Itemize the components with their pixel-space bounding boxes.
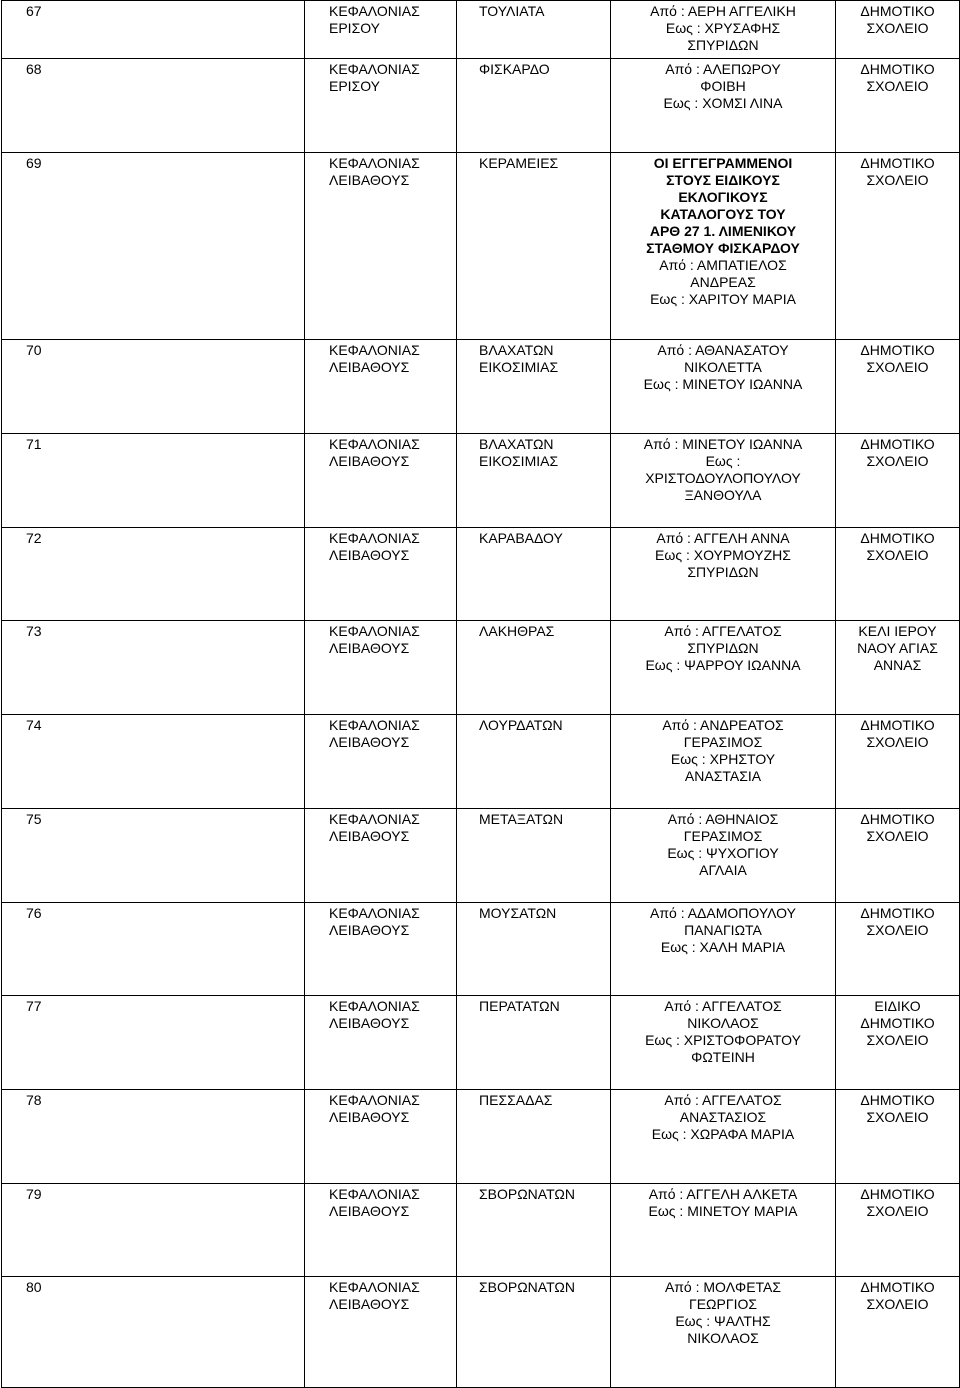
voter-range: Από : ΑΓΓΕΛΗ ΑΝΝΑ Εως : ΧΟΥΡΜΟΥΖΗΣ ΣΠΥΡΙΔΩΝ: [655, 530, 791, 580]
locality-cell: ΚΕΡΑΜΕΙΕΣ: [457, 153, 611, 340]
row-number: 71: [2, 434, 305, 528]
locality-cell: ΒΛΑΧΑΤΩΝ ΕΙΚΟΣΙΜΙΑΣ: [457, 434, 611, 528]
table-row: [2, 903, 960, 996]
voter-range: Από : ΑΜΠΑΤΙΕΛΟΣ ΑΝΔΡΕΑΣ Εως : ΧΑΡΙΤΟΥ ΜΑΡΙΑ: [650, 257, 796, 307]
voter-range-cell: [611, 903, 836, 996]
locality-cell: ΛΟΥΡΔΑΤΩΝ: [457, 715, 611, 809]
polling-place-cell: ΔΗΜΟΤΙΚΟ ΣΧΟΛΕΙΟ: [836, 809, 960, 903]
voter-range-cell: [611, 996, 836, 1090]
municipality-cell: ΚΕΦΑΛΟΝΙΑΣ ΛΕΙΒΑΘΟΥΣ: [305, 153, 457, 340]
table-row: [2, 1184, 960, 1277]
table-row: [2, 996, 960, 1090]
locality-cell: ΤΟΥΛΙΑΤΑ: [457, 1, 611, 59]
municipality-cell: ΚΕΦΑΛΟΝΙΑΣ ΛΕΙΒΑΘΟΥΣ: [305, 715, 457, 809]
locality-cell: ΦΙΣΚΑΡΔΟ: [457, 59, 611, 153]
municipality-cell: ΚΕΦΑΛΟΝΙΑΣ ΛΕΙΒΑΘΟΥΣ: [305, 434, 457, 528]
polling-place-cell: ΔΗΜΟΤΙΚΟ ΣΧΟΛΕΙΟ: [836, 1184, 960, 1277]
voter-range-cell: [611, 528, 836, 621]
row-number: 77: [2, 996, 305, 1090]
voter-range: Από : ΜΙΝΕΤΟΥ ΙΩΑΝΝΑ Εως : ΧΡΙΣΤΟΔΟΥΛΟΠΟΥΛΟΥ ΞΑΝΘΟΥΛΑ: [643, 436, 803, 503]
voter-range: Από : ΜΟΛΦΕΤΑΣ ΓΕΩΡΓΙΟΣ Εως : ΨΑΛΤΗΣ ΝΙΚΟΛΑΟΣ: [664, 1279, 782, 1346]
polling-place-cell: ΔΗΜΟΤΙΚΟ ΣΧΟΛΕΙΟ: [836, 59, 960, 153]
voter-range-cell: [611, 153, 836, 340]
row-number: 75: [2, 809, 305, 903]
locality-cell: ΚΑΡΑΒΑΔΟΥ: [457, 528, 611, 621]
voter-range-cell: [611, 59, 836, 153]
voter-range: Από : ΑΓΓΕΛΑΤΟΣ ΝΙΚΟΛΑΟΣ Εως : ΧΡΙΣΤΟΦΟΡΑΤΟΥ ΦΩΤΕΙΝΗ: [645, 998, 801, 1065]
voter-range: Από : ΑΓΓΕΛΗ ΑΛΚΕΤΑ Εως : ΜΙΝΕΤΟΥ ΜΑΡΙΑ: [648, 1186, 798, 1219]
voter-range: Από : ΑΓΓΕΛΑΤΟΣ ΣΠΥΡΙΔΩΝ Εως : ΨΑΡΡΟΥ ΙΩΑΝΝΑ: [645, 623, 801, 673]
row-number: 69: [2, 153, 305, 340]
municipality-cell: ΚΕΦΑΛΟΝΙΑΣ ΕΡΙΣΟΥ: [305, 1, 457, 59]
row-number: 79: [2, 1184, 305, 1277]
table-row: [2, 809, 960, 903]
polling-place-cell: ΔΗΜΟΤΙΚΟ ΣΧΟΛΕΙΟ: [836, 1277, 960, 1388]
municipality-cell: ΚΕΦΑΛΟΝΙΑΣ ΛΕΙΒΑΘΟΥΣ: [305, 621, 457, 715]
municipality-cell: ΚΕΦΑΛΟΝΙΑΣ ΛΕΙΒΑΘΟΥΣ: [305, 1090, 457, 1184]
voter-range-cell: [611, 434, 836, 528]
polling-place-cell: ΔΗΜΟΤΙΚΟ ΣΧΟΛΕΙΟ: [836, 1090, 960, 1184]
locality-cell: ΣΒΟΡΩΝΑΤΩΝ: [457, 1277, 611, 1388]
voter-range-cell: [611, 621, 836, 715]
voter-range: Από : ΑΔΑΜΟΠΟΥΛΟΥ ΠΑΝΑΓΙΩΤΑ Εως : ΧΑΛΗ ΜΑΡΙΑ: [650, 905, 796, 955]
voter-range-cell: [611, 1090, 836, 1184]
polling-place-cell: ΔΗΜΟΤΙΚΟ ΣΧΟΛΕΙΟ: [836, 1, 960, 59]
locality-cell: ΒΛΑΧΑΤΩΝ ΕΙΚΟΣΙΜΙΑΣ: [457, 340, 611, 434]
voter-range: Από : ΑΘΑΝΑΣΑΤΟΥ ΝΙΚΟΛΕΤΤΑ Εως : ΜΙΝΕΤΟΥ ΙΩΑΝΝΑ: [643, 342, 803, 392]
locality-cell: ΜΟΥΣΑΤΩΝ: [457, 903, 611, 996]
municipality-cell: ΚΕΦΑΛΟΝΙΑΣ ΛΕΙΒΑΘΟΥΣ: [305, 809, 457, 903]
locality-cell: ΜΕΤΑΞΑΤΩΝ: [457, 809, 611, 903]
table-row: [2, 1, 960, 59]
table-body: [2, 1, 960, 1388]
table-row: [2, 153, 960, 340]
voter-range-cell: [611, 1184, 836, 1277]
municipality-cell: ΚΕΦΑΛΟΝΙΑΣ ΛΕΙΒΑΘΟΥΣ: [305, 1277, 457, 1388]
row-number: 74: [2, 715, 305, 809]
table-row: [2, 528, 960, 621]
locality-cell: ΠΕΡΑΤΑΤΩΝ: [457, 996, 611, 1090]
voter-range: Από : ΑΘΗΝΑΙΟΣ ΓΕΡΑΣΙΜΟΣ Εως : ΨΥΧΟΓΙΟΥ ΑΓΛΑΙΑ: [667, 811, 779, 878]
polling-place-cell: ΔΗΜΟΤΙΚΟ ΣΧΟΛΕΙΟ: [836, 715, 960, 809]
special-note: ΟΙ ΕΓΓΕΓΡΑΜΜΕΝΟΙ ΣΤΟΥΣ ΕΙΔΙΚΟΥΣ ΕΚΛΟΓΙΚΟΥΣ ΚΑΤΑΛΟΓΟΥΣ ΤΟΥ ΑΡΘ 27 1. ΛΙΜΕΝΙΚΟΥ ΣΤΑΘΜΟΥ ΦΙΣΚΑΡΔΟΥ: [646, 155, 800, 256]
voter-range-cell: [611, 809, 836, 903]
municipality-cell: ΚΕΦΑΛΟΝΙΑΣ ΛΕΙΒΑΘΟΥΣ: [305, 1184, 457, 1277]
locality-cell: ΠΕΣΣΑΔΑΣ: [457, 1090, 611, 1184]
municipality-cell: ΚΕΦΑΛΟΝΙΑΣ ΛΕΙΒΑΘΟΥΣ: [305, 903, 457, 996]
municipality-cell: ΚΕΦΑΛΟΝΙΑΣ ΛΕΙΒΑΘΟΥΣ: [305, 340, 457, 434]
table-row: [2, 715, 960, 809]
polling-stations-table: [1, 0, 960, 1388]
row-number: 67: [2, 1, 305, 59]
row-number: 68: [2, 59, 305, 153]
voter-range: Από : ΑΝΔΡΕΑΤΟΣ ΓΕΡΑΣΙΜΟΣ Εως : ΧΡΗΣΤΟΥ ΑΝΑΣΤΑΣΙΑ: [662, 717, 784, 784]
polling-place-cell: ΔΗΜΟΤΙΚΟ ΣΧΟΛΕΙΟ: [836, 434, 960, 528]
row-number: 70: [2, 340, 305, 434]
voter-range: Από : ΑΕΡΗ ΑΓΓΕΛΙΚΗ Εως : ΧΡΥΣΑΦΗΣ ΣΠΥΡΙΔΩΝ: [650, 3, 796, 53]
locality-cell: ΛΑΚΗΘΡΑΣ: [457, 621, 611, 715]
polling-place-cell: ΔΗΜΟΤΙΚΟ ΣΧΟΛΕΙΟ: [836, 903, 960, 996]
voter-range-cell: [611, 1, 836, 59]
row-number: 73: [2, 621, 305, 715]
polling-place-cell: ΕΙΔΙΚΟ ΔΗΜΟΤΙΚΟ ΣΧΟΛΕΙΟ: [836, 996, 960, 1090]
table-row: [2, 340, 960, 434]
voter-range-cell: [611, 340, 836, 434]
municipality-cell: ΚΕΦΑΛΟΝΙΑΣ ΛΕΙΒΑΘΟΥΣ: [305, 996, 457, 1090]
table-row: [2, 1090, 960, 1184]
voter-range-cell: [611, 1277, 836, 1388]
table-row: [2, 621, 960, 715]
voter-range: Από : ΑΛΕΠΩΡΟΥ ΦΟΙΒΗ Εως : ΧΟΜΣΙ ΛΙΝΑ: [663, 61, 783, 111]
table-row: [2, 59, 960, 153]
polling-place-cell: ΔΗΜΟΤΙΚΟ ΣΧΟΛΕΙΟ: [836, 340, 960, 434]
voter-range-cell: [611, 715, 836, 809]
polling-place-cell: ΔΗΜΟΤΙΚΟ ΣΧΟΛΕΙΟ: [836, 153, 960, 340]
row-number: 72: [2, 528, 305, 621]
locality-cell: ΣΒΟΡΩΝΑΤΩΝ: [457, 1184, 611, 1277]
table-row: [2, 1277, 960, 1388]
row-number: 76: [2, 903, 305, 996]
municipality-cell: ΚΕΦΑΛΟΝΙΑΣ ΕΡΙΣΟΥ: [305, 59, 457, 153]
row-number: 80: [2, 1277, 305, 1388]
table-row: [2, 434, 960, 528]
municipality-cell: ΚΕΦΑΛΟΝΙΑΣ ΛΕΙΒΑΘΟΥΣ: [305, 528, 457, 621]
row-number: 78: [2, 1090, 305, 1184]
polling-place-cell: ΔΗΜΟΤΙΚΟ ΣΧΟΛΕΙΟ: [836, 528, 960, 621]
voter-range: Από : ΑΓΓΕΛΑΤΟΣ ΑΝΑΣΤΑΣΙΟΣ Εως : ΧΩΡΑΦΑ ΜΑΡΙΑ: [651, 1092, 795, 1142]
polling-place-cell: ΚΕΛΙ ΙΕΡΟΥ ΝΑΟΥ ΑΓΙΑΣ ΑΝΝΑΣ: [836, 621, 960, 715]
